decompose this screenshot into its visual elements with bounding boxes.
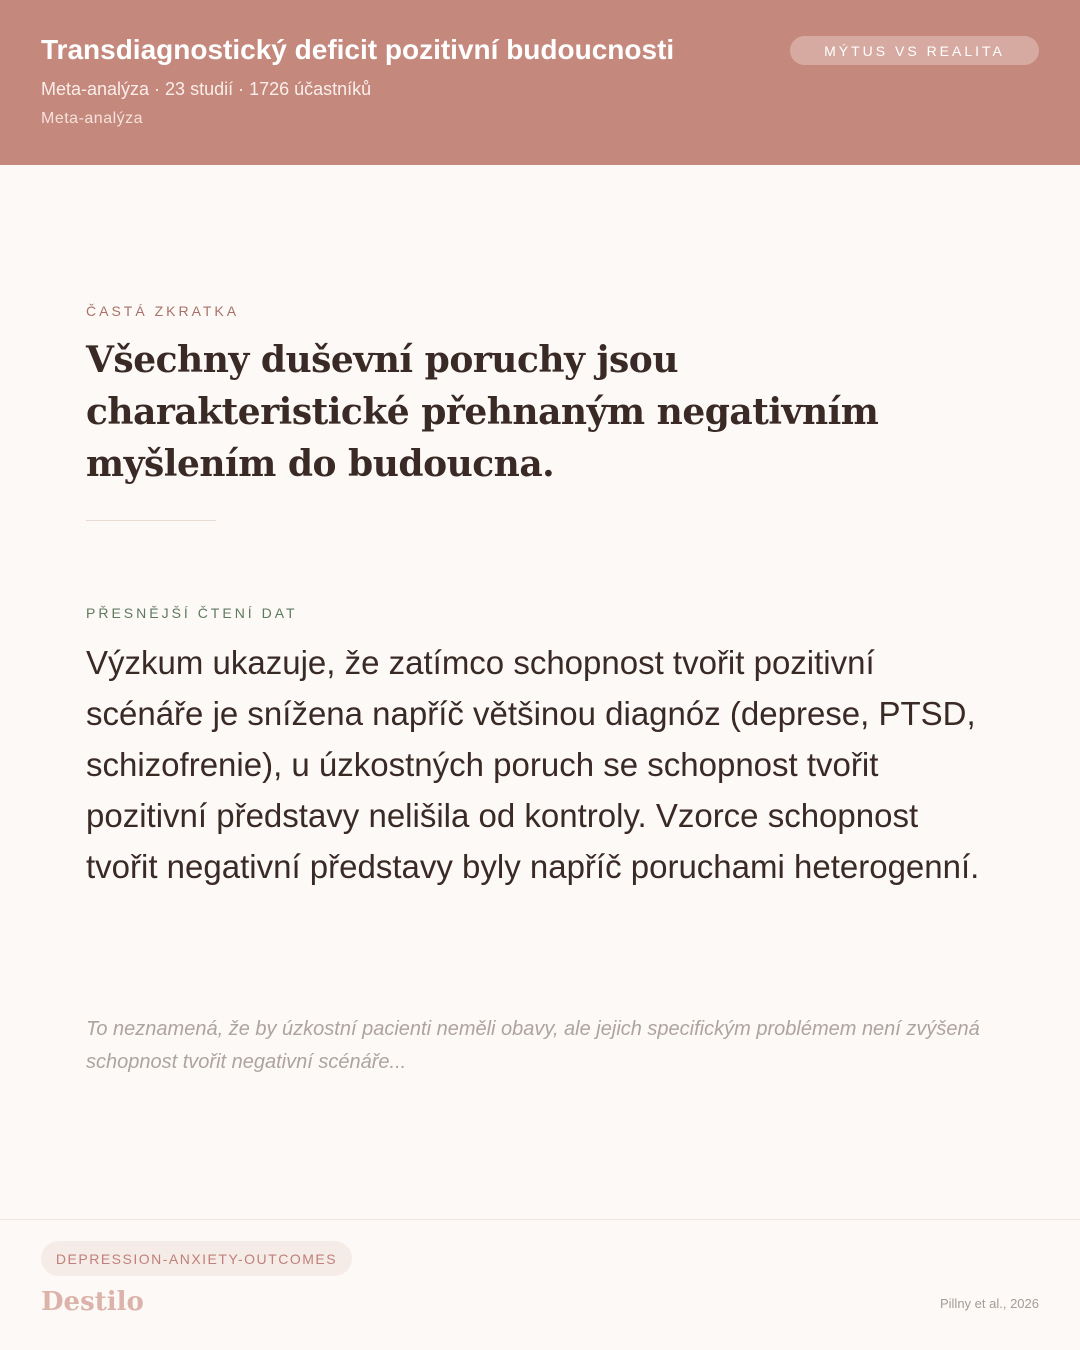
citation: Pillny et al., 2026 bbox=[939, 1296, 1039, 1311]
header-banner bbox=[0, 0, 1080, 165]
study-meta: Meta-analýza · 23 studií · 1726 účastníků bbox=[41, 79, 372, 99]
interpretation-note: To neznamená, že by úzkostní pacienti neměli obavy, ale jejich specifickým problémem není zvýšená schopnost tvořit negativní scénáře... bbox=[86, 1018, 980, 1073]
section-divider bbox=[86, 520, 216, 521]
topic-tag[interactable]: DEPRESSION-ANXIETY-OUTCOMES bbox=[41, 1241, 352, 1276]
reality-label: PŘESNĚJŠÍ ČTENÍ DAT bbox=[86, 605, 298, 621]
myth-label: ČASTÁ ZKRATKA bbox=[86, 303, 240, 319]
reality-statement: Výzkum ukazuje, že zatímco schopnost tvořit pozitivní scénáře je snížena napříč většinou diagnóz (deprese, PTSD, schizofrenie), u úzkostných poruch se schopnost tvořit pozitivní představy nelišila od kontroly. Vzorce schopnost tvořit negativní představy byly napříč poruchami heterogenní. bbox=[86, 644, 980, 885]
brand-logo: Destilo bbox=[41, 1287, 144, 1317]
myth-statement: Všechny duševní poruchy jsou charakteristické přehnaným negativním myšlením do budoucna. bbox=[86, 339, 879, 485]
page-title: Transdiagnostický deficit pozitivní budoucnosti bbox=[41, 34, 675, 65]
study-type: Meta-analýza bbox=[41, 110, 144, 127]
footer-divider bbox=[0, 1219, 1080, 1220]
format-badge: MÝTUS VS REALITA bbox=[790, 36, 1039, 65]
